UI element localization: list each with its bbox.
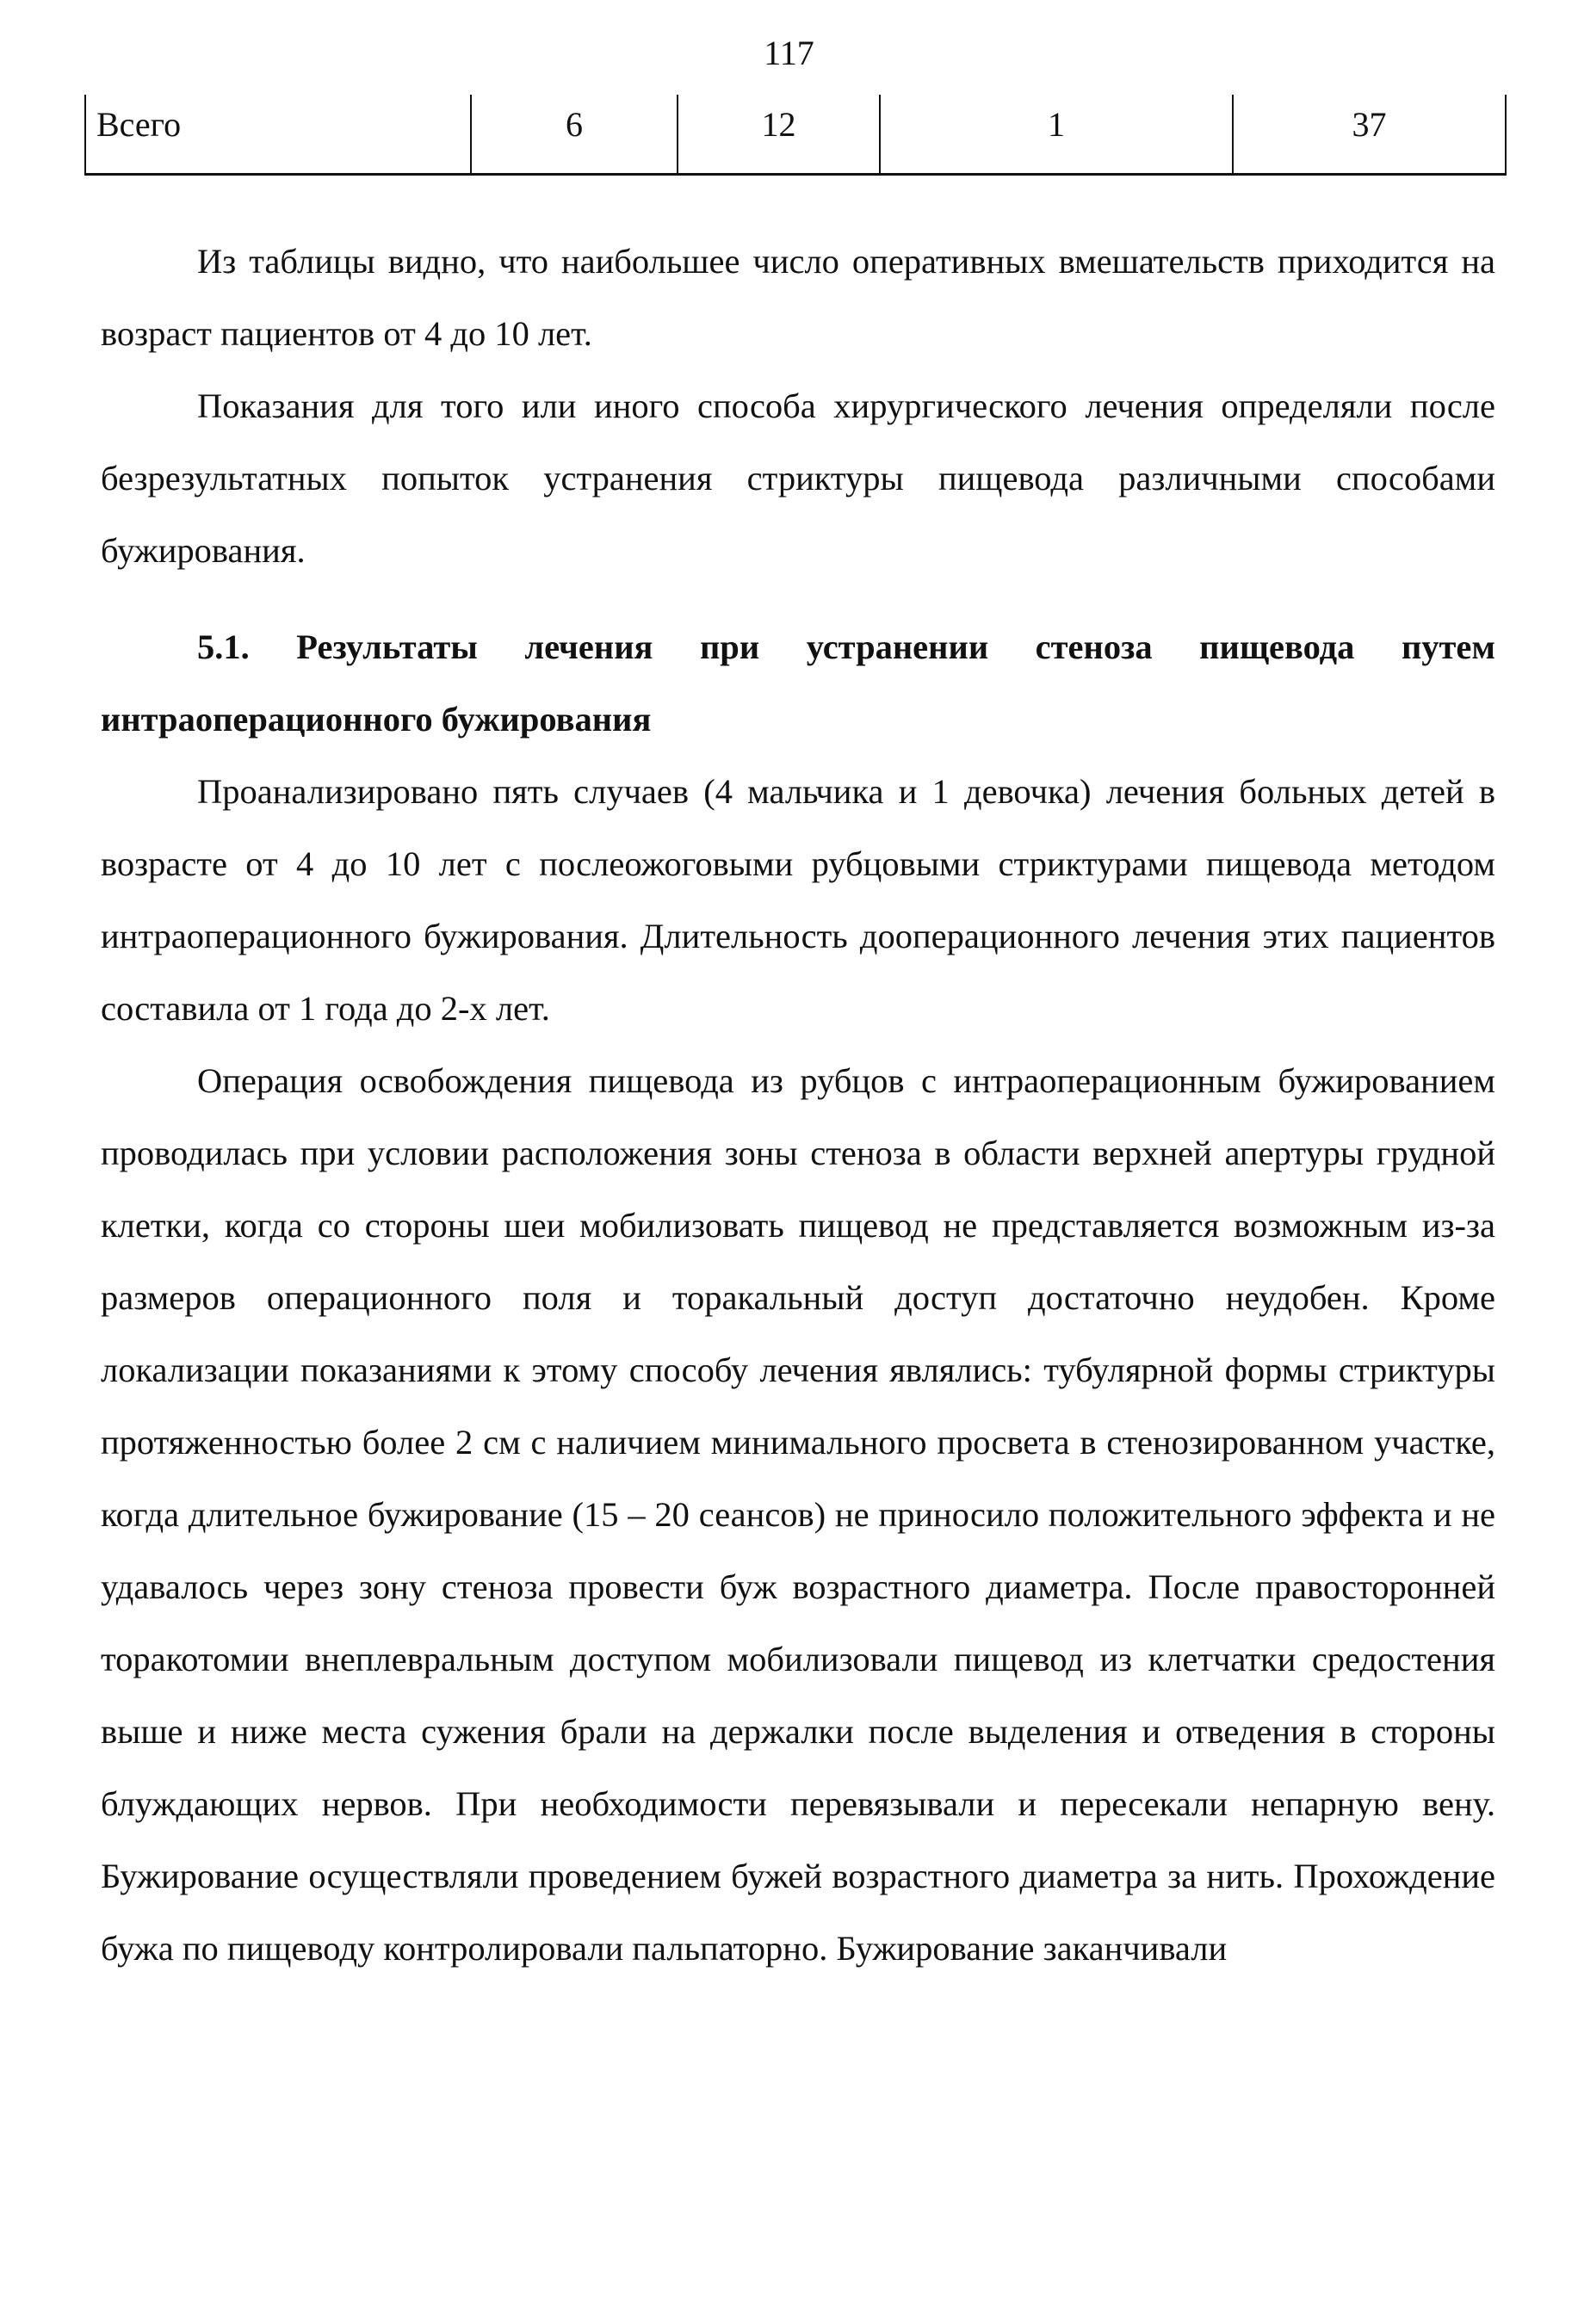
table-total-row [84,95,1507,176]
table-total-cell: 12 [677,95,879,173]
paragraph: Операция освобождения пищевода из рубцов с интраоперационным бужированием проводилась при условии расположения зоны стеноза в области верхней апертуры грудной клетки, когда со стороны шеи мобилизовать пищевод не представляется возможным из-за размеров операционного поля и торакальный доступ достаточно неудобен. Кроме локализации показаниями к этому способу лечения являлись: тубулярной формы стриктуры протяженностью более 2 см с наличием минимального просвета в стенозированном участке, когда длительное бужирование (15 – 20 сеансов) не приносило положительного эффекта и не удавалось через зону стеноза провести буж возрастного диаметра. После правосторонней торакотомии внеплевральным доступом мобилизовали пищевод из клетчатки средостения выше и ниже места сужения брали на держалки после выделения и отведения в стороны блуждающих нервов. При необходимости перевязывали и пересекали непарную вену. Бужирование осуществляли проведением бужей возрастного диаметра за нить. Прохождение бужа по пищеводу контролировали пальпаторно. Бужирование заканчивали [101,1061,1495,1968]
page-number: 117 [764,34,814,72]
body-text [101,226,1495,1985]
section-heading: 5.1. Результаты лечения при устранении стеноза пищевода путем интраоперационного бужирования [101,627,1495,739]
paragraph: Проанализировано пять случаев (4 мальчика и 1 девочка) лечения больных детей в возрасте от 4 до 10 лет с послеожоговыми рубцовыми стриктурами пищевода методом интраоперационного бужирования. Длительность дооперационного лечения этих пациентов составила от 1 года до 2-х лет. [101,772,1495,1028]
table-total-cell: 6 [470,95,677,173]
paragraph: Показания для того или иного способа хирургического лечения определяли после безрезультатных попыток устранения стриктуры пищевода различными способами бужирования. [101,386,1495,570]
table-total-cell: 37 [1232,95,1505,173]
table-total-cell: 1 [879,95,1232,173]
table-total-label: Всего [96,105,182,144]
paragraph: Из таблицы видно, что наибольшее число оперативных вмешательств приходится на возраст пациентов от 4 до 10 лет. [101,242,1495,353]
